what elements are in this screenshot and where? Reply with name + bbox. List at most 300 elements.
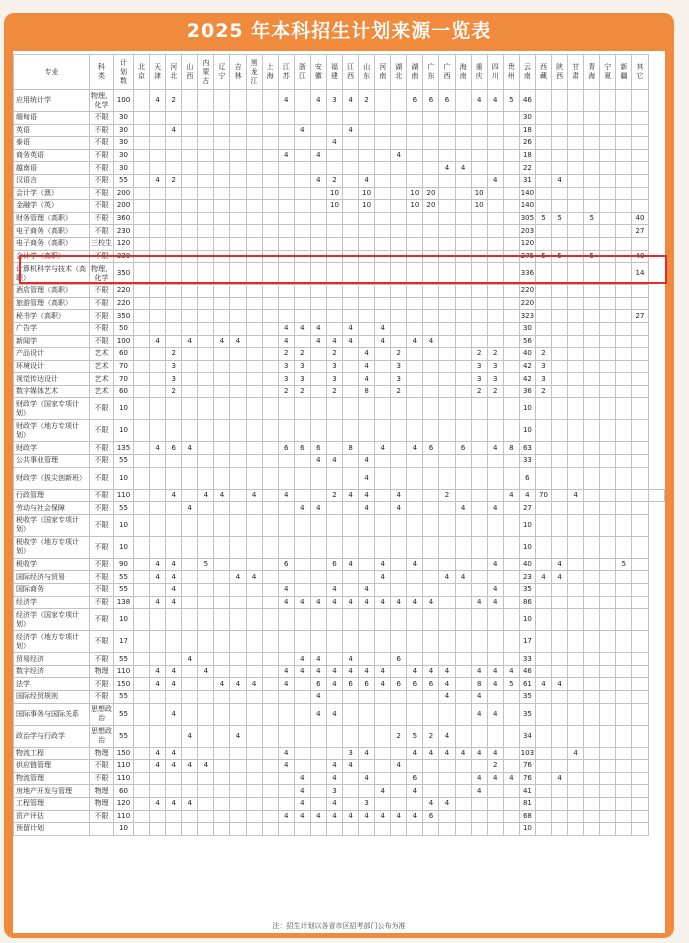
province-cell [487, 536, 503, 558]
province-cell [375, 725, 391, 747]
province-cell [423, 502, 439, 515]
province-cell [150, 348, 166, 361]
province-cell: 4 [439, 691, 455, 704]
subject-cell: 不限 [90, 137, 114, 150]
province-cell [166, 502, 182, 515]
province-cell [278, 571, 294, 584]
province-cell [375, 489, 391, 502]
province-cell [568, 609, 584, 631]
province-cell [600, 149, 616, 162]
subject-cell: 不限 [90, 691, 114, 704]
province-cell [343, 631, 359, 653]
province-cell [262, 810, 278, 823]
province-cell [246, 747, 262, 760]
province-cell [134, 514, 150, 536]
province-cell [214, 810, 230, 823]
province-cell [423, 772, 439, 785]
province-cell [182, 385, 198, 398]
table-frame [4, 13, 674, 938]
province-cell: 220 [519, 285, 535, 298]
province-cell: 4 [310, 90, 326, 112]
province-cell [246, 373, 262, 386]
table-row [14, 455, 665, 468]
province-cell [535, 725, 551, 747]
column-header: 陕 西 [552, 55, 568, 90]
province-cell [343, 263, 359, 285]
province-cell: 4 [439, 747, 455, 760]
province-cell [535, 691, 551, 704]
province-cell [552, 810, 568, 823]
province-cell [375, 398, 391, 420]
province-cell [487, 285, 503, 298]
province-cell [584, 137, 600, 150]
province-cell: 4 [182, 442, 198, 455]
province-cell [326, 237, 342, 250]
plan-count-cell: 120 [114, 237, 134, 250]
province-cell [439, 137, 455, 150]
province-cell: 4 [294, 502, 310, 515]
province-cell [182, 187, 198, 200]
province-cell [407, 691, 423, 704]
province-cell [134, 250, 150, 263]
province-cell: 46 [519, 90, 535, 112]
province-cell: 3 [391, 373, 407, 386]
province-cell [616, 225, 632, 238]
province-cell [375, 137, 391, 150]
province-cell [552, 747, 568, 760]
province-cell: 4 [552, 558, 568, 571]
province-cell [246, 536, 262, 558]
plan-count-cell: 220 [114, 285, 134, 298]
province-cell [535, 263, 551, 285]
province-cell [230, 810, 246, 823]
table-row [14, 653, 665, 666]
province-cell: 4 [375, 322, 391, 335]
province-cell: 5 [535, 250, 551, 263]
plan-count-cell: 110 [114, 760, 134, 773]
major-cell: 广告学 [14, 322, 90, 335]
province-cell [134, 596, 150, 609]
province-cell [214, 725, 230, 747]
province-cell [487, 297, 503, 310]
province-cell: 3 [487, 360, 503, 373]
province-cell [278, 785, 294, 798]
province-cell: 2 [535, 348, 551, 361]
column-header: 科 类 [90, 55, 114, 90]
subject-cell: 艺术 [90, 360, 114, 373]
province-cell [455, 420, 471, 442]
province-cell [214, 398, 230, 420]
province-cell [198, 373, 214, 386]
province-cell [310, 536, 326, 558]
province-cell: 5 [552, 250, 568, 263]
province-cell: 4 [166, 703, 182, 725]
province-cell [407, 455, 423, 468]
major-cell: 会计学（高职） [14, 250, 90, 263]
province-cell: 4 [278, 335, 294, 348]
province-cell [278, 691, 294, 704]
province-cell [568, 237, 584, 250]
province-cell [310, 489, 326, 502]
column-header: 湖 北 [391, 55, 407, 90]
subject-cell: 不限 [90, 442, 114, 455]
province-cell [407, 609, 423, 631]
province-cell [214, 212, 230, 225]
province-cell: 4 [439, 678, 455, 691]
province-cell [198, 703, 214, 725]
province-cell [487, 112, 503, 125]
province-cell [600, 137, 616, 150]
province-cell [310, 467, 326, 489]
province-cell [182, 596, 198, 609]
province-cell [632, 514, 648, 536]
province-cell [134, 200, 150, 213]
province-cell [343, 691, 359, 704]
province-cell [214, 609, 230, 631]
province-cell [503, 785, 519, 798]
plan-count-cell: 230 [114, 225, 134, 238]
province-cell: 2 [487, 348, 503, 361]
province-cell [487, 420, 503, 442]
province-cell: 103 [519, 747, 535, 760]
major-cell: 税收学 [14, 558, 90, 571]
province-cell [214, 797, 230, 810]
province-cell [407, 348, 423, 361]
province-cell [423, 124, 439, 137]
province-cell [600, 174, 616, 187]
province-cell [246, 348, 262, 361]
province-cell [375, 502, 391, 515]
subject-cell: 不限 [90, 187, 114, 200]
province-cell [455, 373, 471, 386]
province-cell [503, 124, 519, 137]
province-cell [198, 212, 214, 225]
province-cell [326, 571, 342, 584]
province-cell [150, 212, 166, 225]
province-cell: 3 [391, 360, 407, 373]
province-cell [198, 237, 214, 250]
province-cell: 8 [343, 442, 359, 455]
province-cell [535, 174, 551, 187]
province-cell [584, 360, 600, 373]
province-cell [616, 297, 632, 310]
province-cell [278, 536, 294, 558]
province-cell [391, 90, 407, 112]
province-cell [487, 162, 503, 175]
province-cell [294, 137, 310, 150]
province-cell [230, 420, 246, 442]
province-cell [278, 237, 294, 250]
province-cell [568, 442, 584, 455]
subject-cell: 艺术 [90, 385, 114, 398]
major-cell: 财政学 [14, 442, 90, 455]
plan-table [13, 54, 665, 836]
province-cell [182, 225, 198, 238]
province-cell [471, 609, 487, 631]
province-cell [150, 200, 166, 213]
subject-cell: 不限 [90, 609, 114, 631]
province-cell [375, 823, 391, 836]
province-cell [246, 584, 262, 597]
province-cell [584, 747, 600, 760]
province-cell [166, 467, 182, 489]
province-cell [455, 398, 471, 420]
subject-cell: 不限 [90, 310, 114, 323]
table-row [14, 558, 665, 571]
province-cell [552, 149, 568, 162]
province-cell: 4 [359, 467, 375, 489]
plan-count-cell: 30 [114, 149, 134, 162]
province-cell: 4 [359, 348, 375, 361]
province-cell [198, 609, 214, 631]
province-cell [150, 285, 166, 298]
province-cell: 2 [487, 385, 503, 398]
province-cell [343, 385, 359, 398]
major-cell: 应用统计学 [14, 90, 90, 112]
subject-cell: 三校生 [90, 237, 114, 250]
province-cell [246, 250, 262, 263]
province-cell [246, 297, 262, 310]
province-cell [262, 797, 278, 810]
plan-count-cell: 70 [114, 373, 134, 386]
subject-cell: 不限 [90, 420, 114, 442]
province-cell [407, 514, 423, 536]
province-cell [294, 558, 310, 571]
province-cell [568, 373, 584, 386]
province-cell [375, 760, 391, 773]
province-cell: 4 [182, 335, 198, 348]
province-cell: 63 [519, 442, 535, 455]
province-cell: 4 [359, 584, 375, 597]
province-cell [294, 225, 310, 238]
province-cell [584, 149, 600, 162]
province-cell [230, 653, 246, 666]
subject-cell: 思想政治 [90, 703, 114, 725]
province-cell [278, 398, 294, 420]
province-cell [391, 124, 407, 137]
province-cell [632, 149, 648, 162]
province-cell [616, 162, 632, 175]
province-cell [262, 703, 278, 725]
province-cell [552, 263, 568, 285]
province-cell [632, 747, 648, 760]
province-cell [391, 212, 407, 225]
province-cell [407, 137, 423, 150]
province-cell: 4 [214, 335, 230, 348]
province-cell [214, 373, 230, 386]
province-cell [166, 310, 182, 323]
province-cell [487, 310, 503, 323]
province-cell [632, 665, 648, 678]
province-cell: 4 [359, 596, 375, 609]
province-cell: 4 [487, 90, 503, 112]
province-cell [616, 200, 632, 213]
province-cell [503, 200, 519, 213]
province-cell: 4 [487, 558, 503, 571]
province-cell [535, 772, 551, 785]
province-cell: 3 [294, 360, 310, 373]
province-cell [391, 455, 407, 468]
province-cell [230, 373, 246, 386]
province-cell [326, 398, 342, 420]
province-cell [535, 149, 551, 162]
province-cell [230, 772, 246, 785]
province-cell [455, 584, 471, 597]
province-cell: 76 [519, 772, 535, 785]
province-cell [262, 112, 278, 125]
province-cell: 70 [535, 489, 551, 502]
province-cell [391, 322, 407, 335]
province-cell [632, 584, 648, 597]
province-cell [423, 536, 439, 558]
table-row [14, 174, 665, 187]
province-cell [262, 536, 278, 558]
province-cell [166, 823, 182, 836]
province-cell [198, 162, 214, 175]
province-cell: 27 [632, 310, 648, 323]
province-cell [310, 420, 326, 442]
province-cell [326, 467, 342, 489]
province-cell: 4 [182, 502, 198, 515]
province-cell [584, 187, 600, 200]
province-cell [407, 174, 423, 187]
province-cell [552, 653, 568, 666]
province-cell [182, 785, 198, 798]
province-cell [230, 297, 246, 310]
plan-count-cell: 110 [114, 489, 134, 502]
province-cell [214, 348, 230, 361]
province-cell [343, 398, 359, 420]
province-cell: 4 [375, 442, 391, 455]
province-cell [134, 665, 150, 678]
province-cell [407, 502, 423, 515]
province-cell [487, 514, 503, 536]
major-cell: 物流管理 [14, 772, 90, 785]
province-cell: 4 [198, 665, 214, 678]
province-cell [600, 785, 616, 798]
province-cell [471, 225, 487, 238]
province-cell [150, 250, 166, 263]
province-cell: 2 [391, 348, 407, 361]
province-cell [166, 455, 182, 468]
province-cell: 5 [535, 212, 551, 225]
province-cell: 5 [198, 558, 214, 571]
province-cell [568, 263, 584, 285]
province-cell [600, 237, 616, 250]
major-cell: 行政管理 [14, 489, 90, 502]
province-cell: 140 [519, 187, 535, 200]
province-cell [310, 348, 326, 361]
major-cell: 物流工程 [14, 747, 90, 760]
province-cell: 3 [326, 360, 342, 373]
province-cell [278, 609, 294, 631]
province-cell: 81 [519, 797, 535, 810]
major-cell: 国际商务 [14, 584, 90, 597]
province-cell [359, 760, 375, 773]
province-cell [616, 653, 632, 666]
province-cell [134, 187, 150, 200]
province-cell [600, 310, 616, 323]
province-cell [230, 187, 246, 200]
province-cell [552, 442, 568, 455]
table-row [14, 489, 665, 502]
province-cell: 4 [294, 785, 310, 798]
province-cell [262, 385, 278, 398]
province-cell: 275 [519, 250, 535, 263]
province-cell [230, 760, 246, 773]
province-cell [632, 596, 648, 609]
province-cell [439, 760, 455, 773]
province-cell [503, 263, 519, 285]
province-cell: 10 [519, 398, 535, 420]
province-cell [246, 90, 262, 112]
province-cell [150, 691, 166, 704]
province-cell: 76 [519, 760, 535, 773]
province-cell [294, 162, 310, 175]
province-cell [471, 285, 487, 298]
province-cell [471, 442, 487, 455]
table-row [14, 187, 665, 200]
province-cell: 140 [519, 200, 535, 213]
province-cell [632, 571, 648, 584]
province-cell: 4 [375, 571, 391, 584]
province-cell [343, 373, 359, 386]
province-cell [568, 558, 584, 571]
province-cell [616, 420, 632, 442]
province-cell: 4 [326, 810, 342, 823]
province-cell [568, 420, 584, 442]
province-cell [246, 810, 262, 823]
province-cell [326, 149, 342, 162]
plan-count-cell: 200 [114, 187, 134, 200]
table-row [14, 536, 665, 558]
province-cell: 2 [326, 348, 342, 361]
province-cell [535, 810, 551, 823]
province-cell [616, 237, 632, 250]
province-cell: 4 [182, 653, 198, 666]
province-cell [375, 90, 391, 112]
footnote: 注：招生计划以各省市区招考部门公布为准 [272, 922, 406, 930]
province-cell [166, 609, 182, 631]
province-cell: 4 [278, 747, 294, 760]
province-cell [375, 514, 391, 536]
province-cell [391, 225, 407, 238]
province-cell [166, 398, 182, 420]
province-cell [487, 455, 503, 468]
province-cell [423, 489, 439, 502]
province-cell [278, 297, 294, 310]
province-cell [310, 385, 326, 398]
province-cell [455, 653, 471, 666]
province-cell [375, 420, 391, 442]
province-cell [182, 420, 198, 442]
plan-count-cell: 330 [114, 250, 134, 263]
province-cell: 4 [535, 571, 551, 584]
province-cell: 6 [326, 558, 342, 571]
province-cell [439, 558, 455, 571]
province-cell [134, 385, 150, 398]
province-cell: 4 [278, 90, 294, 112]
province-cell [423, 348, 439, 361]
province-cell [600, 420, 616, 442]
province-cell [535, 609, 551, 631]
province-cell [198, 225, 214, 238]
province-cell [198, 691, 214, 704]
province-cell [182, 348, 198, 361]
table-row [14, 360, 665, 373]
province-cell [214, 747, 230, 760]
province-cell [375, 747, 391, 760]
